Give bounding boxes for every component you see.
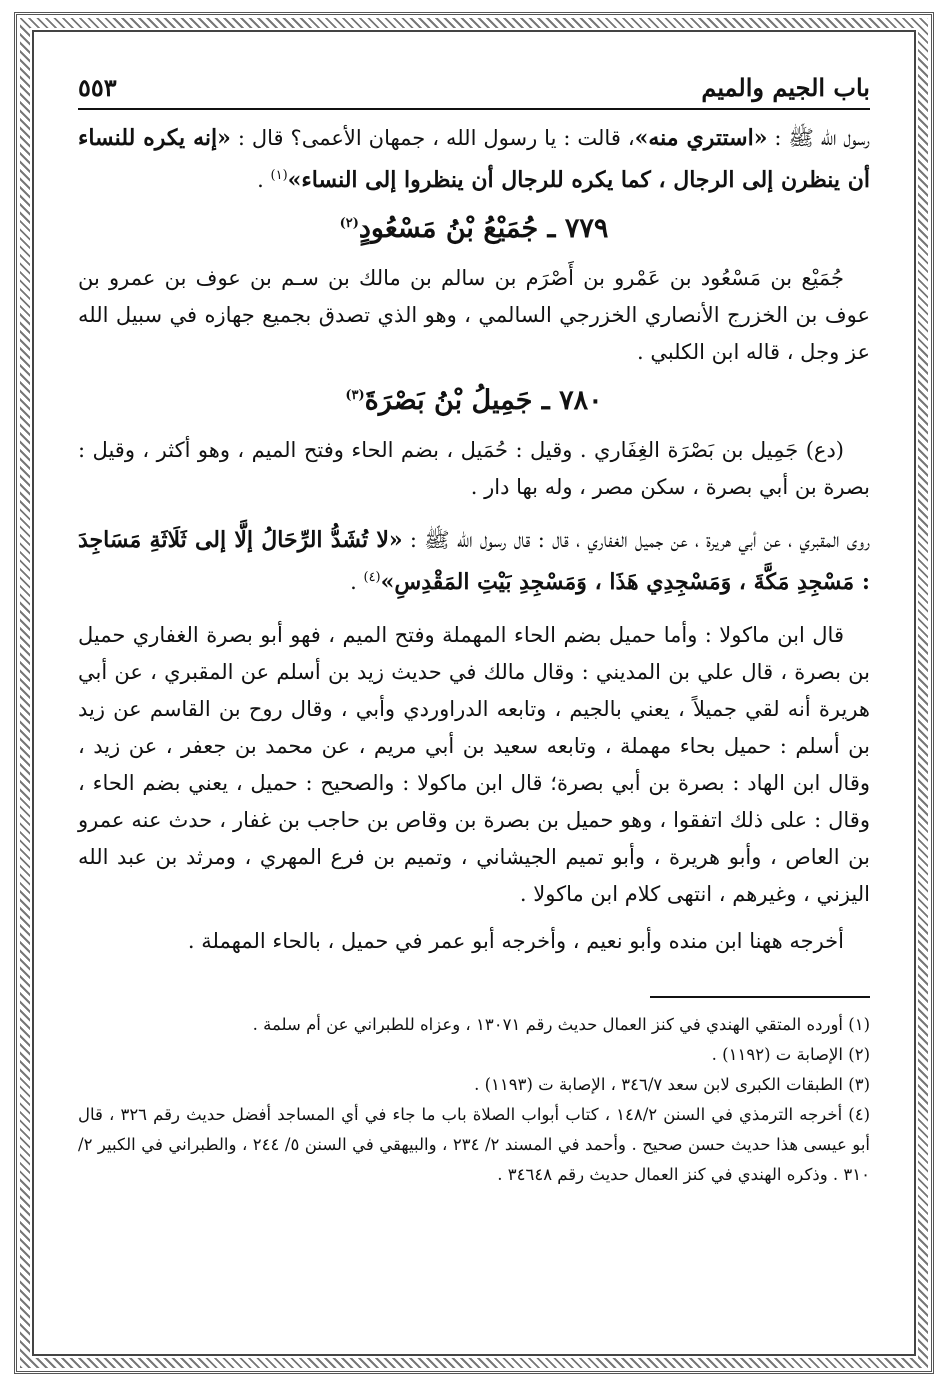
intro-quote-2: «إنه يكره للنساء أن ينظرن إلى الرجال ، كما يكره للرجال أن ينظروا إلى النساء» [78,125,870,193]
footnote-ref-1: (١) [270,168,288,183]
footnote-ref-2: (٢) [339,216,359,231]
chapter-title: باب الجيم والميم [701,73,870,102]
intro-mid: ، قالت : يا رسول الله ، جمهان الأعمى؟ قال : [230,126,635,150]
para2-prefix: روى المقبري ، عن أبي هريرة ، عن جميل الغفاري ، قال : قال رسول الله ﷺ : [402,528,871,552]
hadith-quote: «لا تُشَدُّ الرِّحَالُ إلَّا إلى ثَلَاثَةِ مَسَاجِدَ : مَسْجِدِ مَكَّةَ ، وَمَسْجِدِي هَذَا ، وَمَسْجِدِ بَيْتِ المَقْدِسِ» [78,527,870,595]
entry-780-title [78,385,870,416]
footnote-ref-4: (٤) [363,570,381,585]
intro-prefix: رسول الله ﷺ : [767,126,870,150]
running-header [78,66,870,110]
footnote-3: (٣) الطبقات الكبرى لابن سعد ٣٤٦/٧ ، الإصابة ت (١١٩٣) . [474,1075,870,1094]
entry-780-para-4: أخرجه ههنا ابن منده وأبو نعيم ، وأخرجه أبو عمر في حميل ، بالحاء المهملة . [187,929,844,953]
page-number: ٥٥٣ [78,73,117,102]
intro-end: . [257,168,271,192]
footnote-2: (٢) الإصابة ت (١١٩٢) . [711,1045,870,1064]
entry-780-para-1: (دع) جَمِيل بن بَصْرَة الغِفَاري . وقيل : حُمَيل ، بضم الحاء وفتح الميم ، وهو أكثر ، وقيل : بصرة بن أبي بصرة ، سكن مصر ، وله بها دار . [78,438,870,499]
intro-quote-1: «استتري منه» [634,125,768,151]
entry-780-para-2 [78,522,870,601]
entry-779-title [78,213,870,244]
entry-780-heading: ٧٨٠ ـ جَمِيلُ بْنُ بَصْرَةَ [364,385,603,416]
page-content [78,66,870,1336]
intro-paragraph [78,120,870,199]
footnote-4: (٤) أخرجه الترمذي في السنن ١٤٨/٢ ، كتاب أبواب الصلاة باب ما جاء في أي المساجد أفضل حديث رقم ٣٢٦ ، قال أبو عيسى هذا حديث حسن صحيح . وأحمد في المسند ٢/ ٢٣٤ ، والبيهقي في السنن ٥/ ٢٤٤ ، والطبراني في الكبير ٢/ ٣١٠ . وذكره الهندي في كنز العمال حديث رقم ٣٤٦٤٨ . [78,1105,871,1184]
entry-780-para-3: قال ابن ماكولا : وأما حميل بضم الحاء المهملة وفتح الميم ، فهو أبو بصرة الغفاري حميل بن بصرة ، قال علي بن المديني : وقال مالك في حديث زيد بن أسلم عن المقبري ، عن أبي هريرة أنه لقي جميلاً ، يعني بالجيم ، وتابعه الدراوردي وأبي ، وقال روح بن القاسم عن زيد بن أسلم : حميل بحاء مهملة ، وتابعه سعيد بن أبي مريم ، عن محمد بن جعفر ، عن زيد ، وقال ابن الهاد : بصرة بن أبي بصرة؛ قال ابن ماكولا : والصحيح : حميل ، يعني بضم الحاء ، وقال : على ذلك اتفقوا ، وهو حميل بن بصرة بن وقاص بن حاجب بن غفار ، حدث عنه عمرو بن العاص ، وأبو هريرة ، وأبو تميم الجيشاني ، وتميم بن فرع المهري ، ومرثد بن عبد الله اليزني ، وغيرهم ، انتهى كلام ابن ماكولا . [78,623,870,906]
footnote-ref-3: (٣) [345,388,365,403]
entry-779-body: جُمَيْع بن مَسْعُود بن عَمْرو بن أَصْرَم بن سالم بن مالك بن سـم بن عوف بن عمرو بن عوف بن الخزرج الأنصاري الخزرجي السالمي ، وهو الذي تصدق بجميع جهازه في سبيل الله عز وجل ، قاله ابن الكلبي . [78,266,870,364]
footnote-1: (١) أورده المتقي الهندي في كنز العمال حديث رقم ١٣٠٧١ ، وعزاه للطبراني عن أم سلمة . [252,1015,870,1034]
footnote-divider [650,996,870,998]
entry-779-heading: ٧٧٩ ـ جُمَيْعُ بْنُ مَسْعُودٍ [358,213,609,244]
para2-end: . [350,570,364,594]
